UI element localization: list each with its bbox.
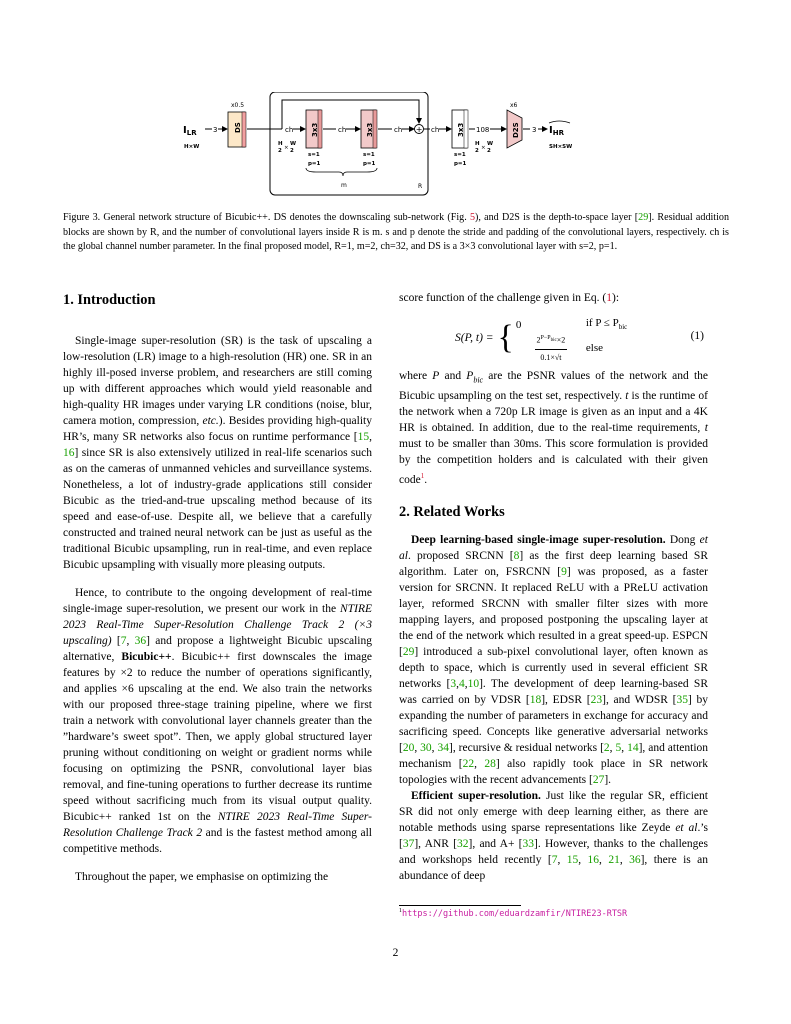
footnote: $^1$https://github.com/eduardzamfir/NTIRE23-RTSR: [399, 908, 628, 919]
conv-1-pad: p=1: [308, 161, 321, 167]
conv-1-label: 3x3: [311, 122, 319, 137]
citation-link[interactable]: 27: [592, 774, 605, 787]
citation-link[interactable]: 20: [402, 742, 415, 755]
half-size-den-1: 2: [278, 148, 282, 154]
network-diagram: [60, 92, 730, 197]
output-hr-label: $I_{HR}$: [549, 125, 564, 137]
citation-link[interactable]: 2: [603, 742, 610, 755]
conv-3-pad: p=1: [454, 161, 467, 167]
input-channels: 3: [213, 126, 218, 134]
ch-label-1: ch: [285, 126, 294, 134]
ch-label-4: ch: [431, 126, 440, 134]
citation-link[interactable]: 22: [462, 758, 475, 771]
conv-1-stride: s=1: [308, 152, 320, 158]
citation-link[interactable]: 33: [522, 838, 534, 851]
intro-paragraph-2: Hence, to contribute to the ongoing development of real-time single-image super-resolution, we present our work in the NTIRE 2023 Real-Time Super-Resolution Challenge Track 2 (×3 upscaling) [7, 36] and propose a lightweight Bicubic upscaling alternative, Bicubic++. Bicubic++ first downscales the image features by ×2 to reduce the number of operations significantly, and applies ×6 upscaling at the end. We also train the networks with our proposed three-stage training pipeline, where we first train a network with convolutional layer channels greater than the ”hardware’s sweet spot”. Then, we apply global structured layer pruning without conditioning on weight or gradient norms while focusing on optimizing the PSNR, convolutional layer bias removal, and fine-tuning operations to further decrease its runtime speed without sacrificing much from its visual output quality. Bicubic++ ranked 1st on the NTIRE 2023 Real-Time Super-Resolution Challenge Track 2 and is the fastest method among all competitive methods.: [63, 587, 373, 855]
conv-2-label: 3x3: [366, 122, 374, 137]
citation-link[interactable]: 3: [450, 678, 457, 691]
page-number: 2: [392, 947, 399, 959]
citation-link[interactable]: 36: [134, 635, 147, 647]
citation-link[interactable]: 7: [551, 854, 558, 867]
citation-link[interactable]: 5: [615, 742, 622, 755]
eq-case-2-cond: else: [585, 342, 603, 354]
figure-caption: Figure 3. General network structure of Bicubic++. DS denotes the downscaling sub-network (Fig. 5), and D2S is the depth-to-space layer [29]. Residual addition blocks are shown by R, and the number of convolutional layers inside R is m. s and p denote the stride and padding of the convolutional layers, respectively. ch is the global channel number parameter. In the final proposed model, R=1, m=2, ch=32, and DS is a 3×3 convolutional layer with s=2, p=1.: [63, 212, 730, 253]
half-size-h-2: H: [475, 141, 480, 147]
eq-ref-link[interactable]: 1: [606, 292, 612, 304]
score-explanation: where P and $P_{bic}$ are the PSNR values of the network and the Bicubic upsampling on the test set, respectively. t is the runtime of the network when a 720p LR image is given as an input and a 4K HR is obtained. In addition, due to the real-time requirements, t must to be smaller than 30ms. This score formulation is provided by the competition holders and is calculated with their given code$^1$.: [399, 370, 708, 487]
half-size-den-4: 2: [487, 148, 491, 154]
ch-label-2: ch: [338, 126, 347, 134]
section-heading-related-works: 2. Related Works: [399, 504, 505, 521]
eq-cases: [516, 315, 627, 361]
citation-link[interactable]: 30: [420, 742, 432, 755]
conv-3-stride: s=1: [454, 152, 466, 158]
citation-link[interactable]: 28: [484, 758, 496, 771]
half-size-times: ×: [284, 145, 289, 151]
channels-108: 108: [476, 126, 490, 134]
half-size-den-3: 2: [475, 148, 479, 154]
plus-symbol: +: [415, 125, 423, 134]
citation-link[interactable]: 16: [63, 447, 75, 459]
citation-link[interactable]: 9: [561, 566, 567, 579]
citation-link[interactable]: 18: [529, 694, 542, 707]
ds-scale-label: x0.5: [231, 102, 245, 109]
eq-lhs: S(P, t) =: [455, 332, 494, 344]
output-channels: 3: [532, 126, 537, 134]
footnote-ref-link[interactable]: 1: [420, 472, 425, 481]
half-size-w: W: [290, 141, 297, 147]
half-size-times-2: ×: [481, 145, 486, 151]
ch-label-3: ch: [394, 126, 403, 134]
output-size-label: SH×SW: [549, 144, 573, 150]
half-size-w-2: W: [487, 141, 494, 147]
section-heading-introduction: 1. Introduction: [63, 292, 156, 308]
citation-link[interactable]: 29: [402, 646, 415, 659]
citation-link[interactable]: 15: [566, 854, 579, 867]
citation-link[interactable]: 35: [676, 694, 688, 707]
related-paragraph-1: Deep learning-based single-image super-resolution. Dong et al. proposed SRCNN [8] as the first deep learning based SR algorithm. Later on, FSRCNN [9] was proposed, as a faster version for SRCNN. It replaced ReLU with a PReLU activation layer, reformed SRCNN with smaller filter sizes with more mapping layers, and proposed postponing the upscaling layer at the end of the network which resulted in a great speed-up. ESPCN [29] introduced a sub-pixel convolutional layer, often known as depth to space, which is currently used in several efficient SR networks [3,4,10]. The development of deep learning-based SR was carried on by VDSR [18], EDSR [23], and WDSR [35] by expanding the number of parameters in exchange for accuracy and sacrificing speed. Concepts like generative adversarial networks [20, 30, 34], recursive & residual networks [2, 5, 14], and attention mechanism [22, 28] also rapidly took place in SR network topologies with the recent advancements [27].: [399, 534, 709, 787]
related-paragraph-2: Efficient super-resolution. Just like the regular SR, efficient SR did not only emerge with deep learning either, as there are notable methods using sparse representations like Zeyde et al.’s [37], ANR [32], and A+ [33]. However, thanks to the challenges and workshops held recently [7, 15, 16, 21, 36], there is an abundance of deep: [399, 790, 709, 883]
intro-paragraph-3: Throughout the paper, we emphasise on optimizing the: [75, 871, 329, 883]
citation-link[interactable]: 29: [638, 212, 649, 223]
citation-link[interactable]: 15: [357, 431, 370, 443]
citation-link[interactable]: 10: [467, 678, 480, 691]
equation-1: [399, 312, 708, 364]
eq-case-1-value: 0: [515, 319, 522, 331]
half-size-den-2: 2: [290, 148, 294, 154]
d2s-scale-label: x6: [510, 102, 518, 109]
m-label: m: [341, 182, 347, 189]
equation-number: (1): [690, 330, 704, 342]
citation-link[interactable]: 36: [629, 854, 641, 867]
citation-link[interactable]: 4: [458, 678, 465, 691]
citation-link[interactable]: 8: [513, 550, 520, 563]
citation-link[interactable]: 7: [120, 635, 127, 647]
eq-case-2-fraction: $2^{P-P_{bic}}\times 2$ 0.1×√t: [516, 330, 586, 366]
left-column: [63, 290, 372, 885]
citation-link[interactable]: 34: [437, 742, 449, 755]
ds-label: DS: [234, 122, 242, 133]
citation-link[interactable]: 23: [590, 694, 603, 707]
conv-3-label: 3x3: [457, 122, 465, 137]
eq-brace: {: [497, 319, 514, 356]
citation-link[interactable]: 16: [587, 854, 600, 867]
citation-link[interactable]: 37: [402, 838, 415, 851]
residual-label: R: [418, 183, 423, 190]
d2s-label: D2S: [512, 122, 520, 138]
conv-2-pad: p=1: [363, 161, 376, 167]
github-url-link[interactable]: https://github.com/eduardzamfir/NTIRE23-RTSR: [402, 909, 628, 919]
footnote-rule: [399, 905, 521, 906]
right-column: [399, 290, 708, 884]
conv-2-stride: s=1: [363, 152, 375, 158]
score-intro: score function of the challenge given in Eq. (1):: [399, 292, 620, 304]
citation-link[interactable]: 32: [457, 838, 469, 851]
citation-link[interactable]: 14: [627, 742, 639, 755]
input-size-label: H×W: [184, 144, 200, 150]
input-lr-label: $I_{LR}$: [183, 125, 197, 137]
fig-ref-link[interactable]: 5: [469, 212, 476, 223]
eq-case-1-cond: if $P \le P_{bic}$: [585, 316, 628, 332]
citation-link[interactable]: 21: [608, 854, 620, 867]
intro-paragraph-1: Single-image super-resolution (SR) is the task of upscaling a low-resolution (LR) image to a high-resolution (HR) one. SR in an highly ill-posed inverse problem, and researchers are still coming up with different approaches which would yield reasonable and high-quality HR images under varying LR conditions (noise, blur, camera motion, compression, etc.). Besides providing high-quality HR’s, many SR networks also focus on runtime performance [15, 16] since SR is also extensively utilized in real-life scenarios such as on the cameras of unmanned vehicles and surveillance systems. Nonetheless, a lot of industry-grade applications still consider Bicubic as the tried-and-true upscaling method because of its speed and ease-of-use. Despite all, we believe that a carefully constructed and trained neural network can be just as useful as the traditional Bicubic upsampling, run in real-time, and even replace Bicubic upsampling with visually more pleasing outputs.: [63, 335, 372, 571]
half-size-label: H: [278, 141, 283, 147]
